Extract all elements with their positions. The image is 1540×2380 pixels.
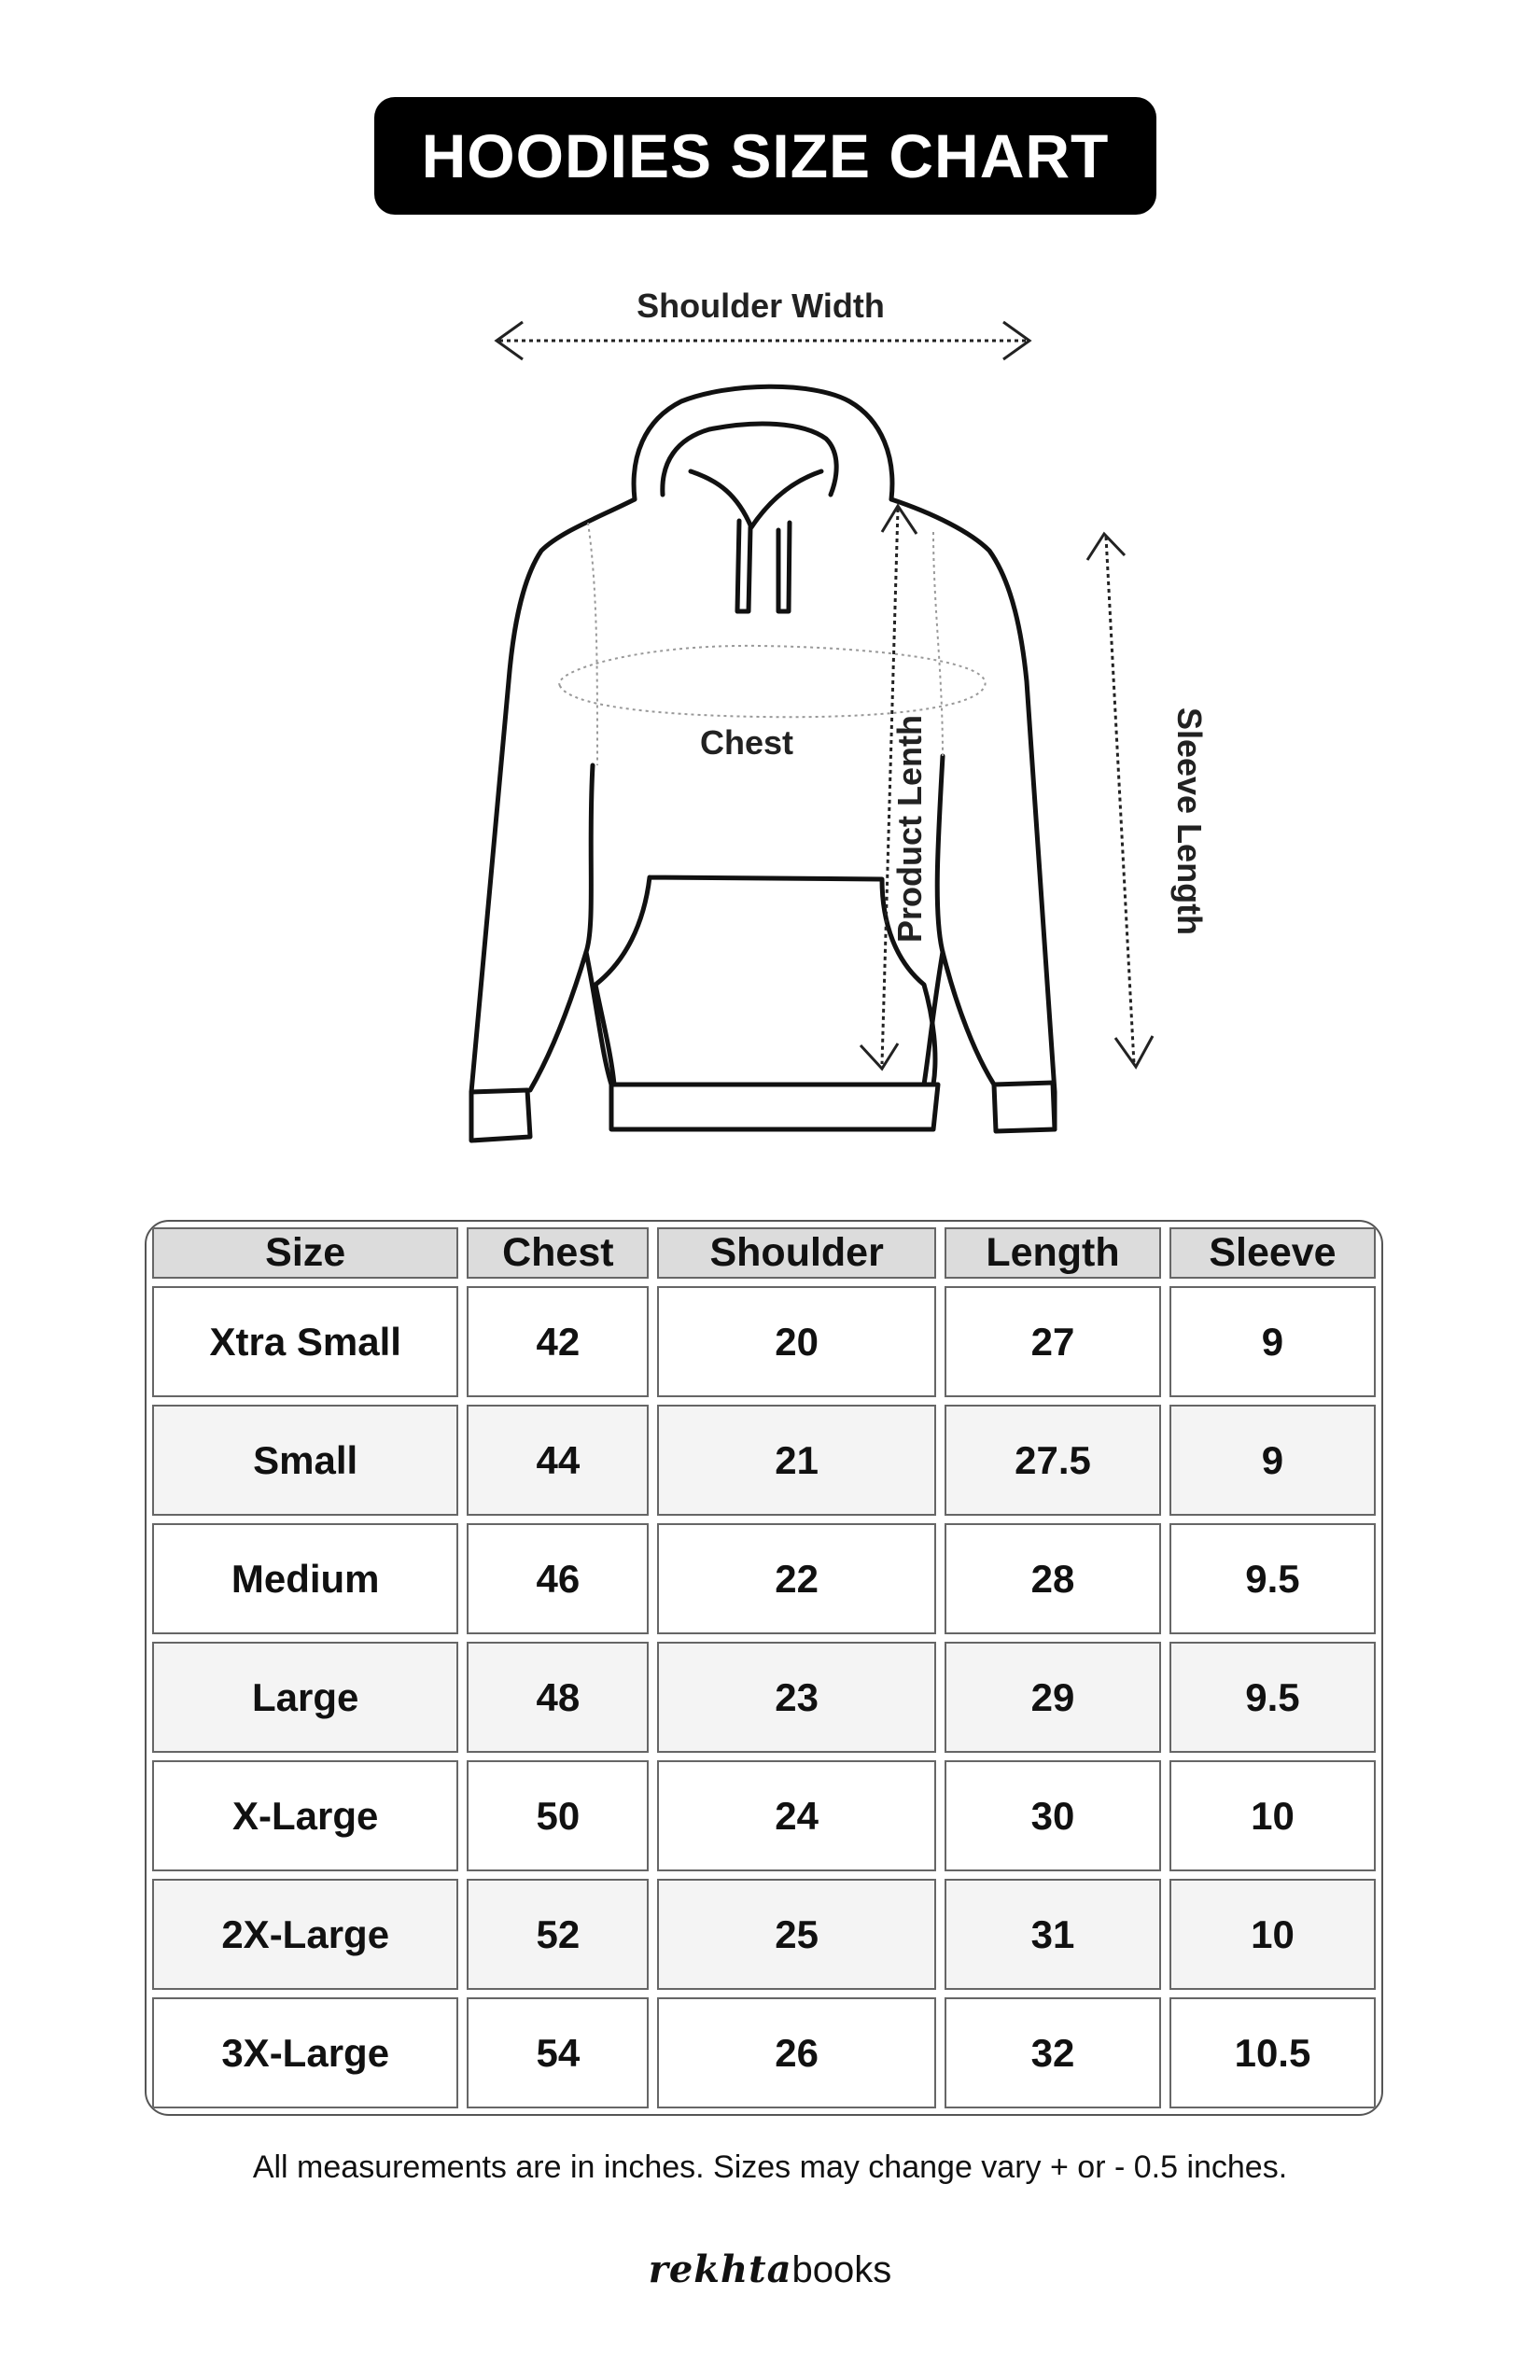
table-row <box>152 1879 1376 1990</box>
brand-name-books: books <box>791 2249 892 2290</box>
hood-inner <box>663 424 836 495</box>
left-cuff <box>471 1090 530 1141</box>
chest-ellipse <box>559 646 985 717</box>
cell-size: X-Large <box>152 1760 458 1871</box>
header-sleeve: Sleeve <box>1169 1227 1376 1279</box>
header-size: Size <box>152 1227 458 1279</box>
chest-label: Chest <box>699 723 794 762</box>
cell-sleeve: 10 <box>1169 1879 1376 1990</box>
drawstring-left <box>737 521 750 611</box>
title-banner <box>374 97 1156 215</box>
cell-chest: 52 <box>467 1879 649 1990</box>
right-sleeve-inner <box>937 756 994 1085</box>
size-table <box>145 1220 1383 2116</box>
cell-chest: 46 <box>467 1523 649 1634</box>
cell-sleeve: 9.5 <box>1169 1642 1376 1753</box>
table-header-row <box>152 1227 1376 1279</box>
table-row <box>152 1286 1376 1397</box>
shoulder-width-arrow <box>497 322 1029 359</box>
cell-shoulder: 26 <box>657 1997 936 2108</box>
cell-sleeve: 9.5 <box>1169 1523 1376 1634</box>
table-row <box>152 1523 1376 1634</box>
cell-sleeve: 9 <box>1169 1405 1376 1516</box>
cell-size: 3X-Large <box>152 1997 458 2108</box>
table-row <box>152 1405 1376 1516</box>
cell-length: 27 <box>945 1286 1161 1397</box>
cell-chest: 42 <box>467 1286 649 1397</box>
header-shoulder: Shoulder <box>657 1227 936 1279</box>
product-length-label: Product Lenth <box>890 715 929 943</box>
cell-sleeve: 9 <box>1169 1286 1376 1397</box>
cell-length: 29 <box>945 1642 1161 1753</box>
cell-chest: 48 <box>467 1642 649 1753</box>
cell-chest: 44 <box>467 1405 649 1516</box>
cell-chest: 54 <box>467 1997 649 2108</box>
hoodie-diagram <box>411 271 1251 1167</box>
cell-shoulder: 23 <box>657 1642 936 1753</box>
cell-shoulder: 21 <box>657 1405 936 1516</box>
header-length: Length <box>945 1227 1161 1279</box>
cell-sleeve: 10.5 <box>1169 1997 1376 2108</box>
cell-length: 28 <box>945 1523 1161 1634</box>
shoulder-width-label: Shoulder Width <box>637 287 885 325</box>
sleeve-length-arrow <box>1087 534 1153 1067</box>
brand-logo <box>0 2247 1540 2291</box>
hood-outline <box>634 386 892 499</box>
table-row <box>152 1760 1376 1871</box>
cell-length: 32 <box>945 1997 1161 2108</box>
cell-sleeve: 10 <box>1169 1760 1376 1871</box>
cell-size: Small <box>152 1405 458 1516</box>
cell-length: 30 <box>945 1760 1161 1871</box>
drawstring-right <box>778 523 790 611</box>
cell-size: Xtra Small <box>152 1286 458 1397</box>
right-cuff <box>994 1083 1055 1131</box>
cell-length: 27.5 <box>945 1405 1161 1516</box>
table-row <box>152 1642 1376 1753</box>
measurement-note: All measurements are in inches. Sizes may change vary + or - 0.5 inches. <box>252 2149 1288 2185</box>
seam-left <box>588 523 597 765</box>
seam-right <box>933 532 943 756</box>
hoodie-illustration <box>471 386 1055 1141</box>
brand-name-rekhta: rekhta <box>648 2247 792 2291</box>
table-row <box>152 1997 1376 2108</box>
cell-length: 31 <box>945 1879 1161 1990</box>
hem-band <box>611 1085 938 1129</box>
page-title: HOODIES SIZE CHART <box>421 121 1110 190</box>
cell-chest: 50 <box>467 1760 649 1871</box>
cell-shoulder: 25 <box>657 1879 936 1990</box>
cell-shoulder: 24 <box>657 1760 936 1871</box>
sleeve-length-label: Sleeve Length <box>1170 707 1209 936</box>
header-chest: Chest <box>467 1227 649 1279</box>
neck-opening <box>691 471 821 527</box>
cell-shoulder: 22 <box>657 1523 936 1634</box>
cell-size: 2X-Large <box>152 1879 458 1990</box>
left-sleeve-inner <box>530 765 593 1090</box>
cell-shoulder: 20 <box>657 1286 936 1397</box>
cell-size: Large <box>152 1642 458 1753</box>
cell-size: Medium <box>152 1523 458 1634</box>
